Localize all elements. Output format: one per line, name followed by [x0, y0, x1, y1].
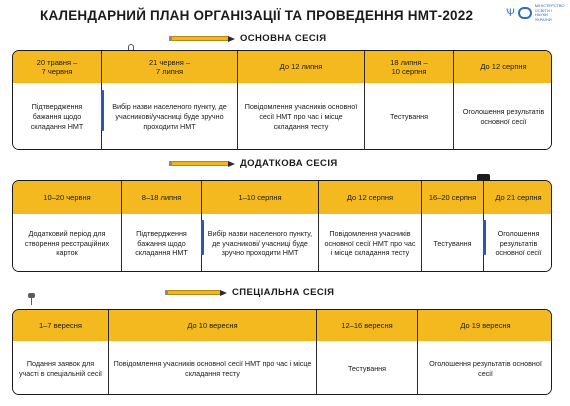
date-cell: 16–20 серпня [421, 181, 483, 214]
stage-cell: Тестування [364, 83, 453, 150]
date-cell: 12–16 вересня [316, 310, 417, 341]
special-session-table [12, 309, 552, 395]
stage-cell: Подання заявок для участі в спеціальній сесії [13, 341, 108, 395]
date-cell: 8–18 липня [121, 181, 201, 214]
additional-session-label: ДОДАТКОВА СЕСІЯ [240, 157, 338, 169]
special-session-heading [168, 286, 334, 298]
stage-cell: Повідомлення учасників основної сесії НМТ про час і місце складання тесту [318, 214, 421, 272]
stage-cell: Додатковий період для створення реєстраційних карток [13, 214, 121, 272]
pencil-icon [172, 36, 228, 41]
main-session-heading [172, 32, 326, 44]
page-title: КАЛЕНДАРНИЙ ПЛАН ОРГАНІЗАЦІЇ ТА ПРОВЕДЕННЯ НМТ-2022 [40, 8, 474, 23]
date-cell: До 12 серпня [318, 181, 421, 214]
date-cell: 18 липня – 10 серпня [364, 51, 453, 83]
date-cell: До 12 серпня [453, 51, 552, 83]
stage-cell: Тестування [421, 214, 483, 272]
stage-cell: Повідомлення учасників основної сесії НМТ про час і місце складання тесту [108, 341, 316, 395]
stage-cell: Повідомлення учасників основної сесії НМТ про час і місце складання тесту [237, 83, 364, 150]
pencil-icon [168, 290, 220, 295]
stage-cell: Підтвердження бажання щодо складання НМТ [121, 214, 201, 272]
special-session-label: СПЕЦІАЛЬНА СЕСІЯ [232, 286, 335, 298]
stage-cell: Оголошення результатів основної сесії [453, 83, 552, 150]
stage-cell: Оголошення результатів основної сесії [483, 214, 552, 272]
date-cell: До 21 серпня [483, 181, 552, 214]
additional-session-table [12, 180, 552, 272]
ministry-logo [506, 5, 566, 21]
date-cell: 20 травня – 7 червня [13, 51, 101, 83]
main-session-table [12, 50, 552, 150]
date-cell: 1–7 вересня [13, 310, 108, 341]
trident-icon: Ѱ [506, 6, 515, 19]
date-cell: До 10 вересня [108, 310, 316, 341]
stage-cell: Підтвердження бажання щодо складання НМТ [13, 83, 101, 150]
pushpin-icon [28, 293, 35, 305]
date-cell: До 12 липня [237, 51, 364, 83]
pencil-icon [172, 161, 228, 166]
date-cell: 10–20 червня [13, 181, 121, 214]
stage-cell: Тестування [316, 341, 417, 395]
additional-session-heading [172, 157, 338, 169]
stage-cell: Оголошення результатів основної сесії [417, 341, 552, 395]
stage-cell: Вибір назви населеного пункту, де учасникові/ учасниці буде зручно проходити НМТ [201, 214, 318, 272]
main-session-label: ОСНОВНА СЕСІЯ [240, 32, 327, 44]
date-cell: До 19 вересня [417, 310, 552, 341]
date-cell: 1–10 серпня [201, 181, 318, 214]
logo-mark-icon [518, 7, 532, 19]
date-cell: 21 червня – 7 липня [101, 51, 237, 83]
logo-text: МІНІСТЕРСТВО ОСВІТИ І НАУКИ УКРАЇНИ [534, 3, 565, 22]
stage-cell: Вибір назви населеного пункту, де учасникові/учасниці буде зручно проходити НМТ [101, 83, 237, 150]
